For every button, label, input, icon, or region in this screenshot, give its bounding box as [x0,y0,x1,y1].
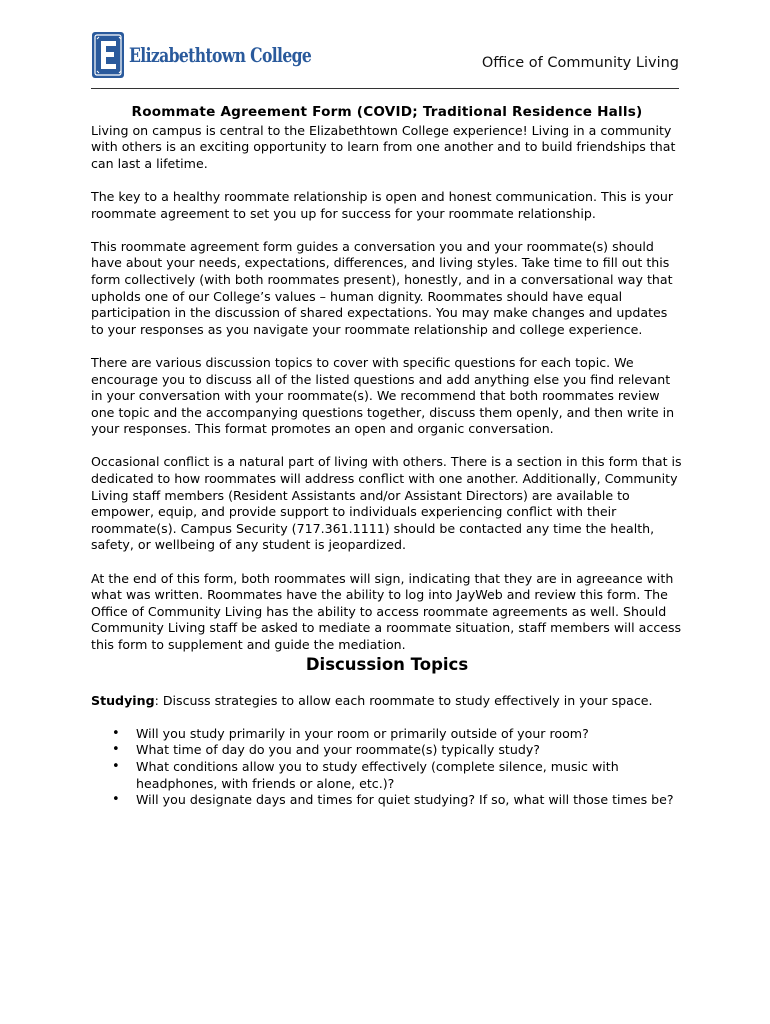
list-item: • What conditions allow you to study effectively (complete silence, music with headphones, with friends or alone, etc.)? [136,759,683,792]
topic-name: Studying [91,692,155,708]
document-body [91,104,683,809]
question-list [91,726,683,809]
intro-paragraph: Living on campus is central to the Elizabethtown College experience! Living in a community with others is an exciting opportunity to learn from one another and to build friendships that can last a lifetime. [91,122,676,171]
communication-paragraph: The key to a healthy roommate relationship is open and honest communication. This is your roommate agreement to set you up for success for your roommate relationship. [91,188,674,221]
purpose-paragraph: This roommate agreement form guides a conversation you and your roommate(s) should have about your needs, expectations, differences, and living styles. Take time to fill out this form collectively (with both roommates present), honestly, and in a conversational way that upholds one of our College’s values – human dignity. Roommates should have equal participation in the discussion of shared expectations. You may make changes and updates to your responses as you navigate your roommate relationship and college experience. [91,238,673,337]
list-item: • Will you study primarily in your room or primarily outside of your room? [136,726,683,743]
form-title: Roommate Agreement Form (COVID; Traditional Residence Halls) [131,104,643,120]
signing-paragraph: At the end of this form, both roommates will sign, indicating that they are in agreeance with what was written. Roommates have the ability to log into JayWeb and review this form. The Office of Community Living has the ability to access roommate agreements as well. Should Community Living staff be asked to mediate a roommate situation, staff members will access this form to supplement and guide the mediation. [91,570,682,652]
section-title: Discussion Topics [305,654,469,674]
topics-paragraph: There are various discussion topics to cover with specific questions for each topic. We encourage you to discuss all of the listed questions and add anything else you find relevant in your conversation with your roommate(s). We recommend that both roommates review one topic and the accompanying questions together, discuss them openly, and then write in your responses. This format promotes an open and organic conversation. [91,354,675,437]
list-item: • What time of day do you and your roommate(s) typically study? [136,742,683,759]
topic-description: : Discuss strategies to allow each roommate to study effectively in your space. [154,692,653,708]
header-divider [91,88,679,89]
conflict-paragraph: Occasional conflict is a natural part of living with others. There is a section in this form that is dedicated to how roommates will address conflict with one another. Additionally, Community Living staff members (Resident Assistants and/or Assistant Directors) are available to empower, equip, and provide support to individuals experiencing conflict with their roommate(s). Campus Security (717.361.1111) should be contacted any time the health, safety, or wellbeing of any student is jeopardized. [91,454,682,553]
topic-studying [91,693,683,710]
college-seal-icon [91,31,125,79]
logo-wordmark: Elizabethtown College [129,43,312,67]
college-logo [91,30,363,80]
office-name: Office of Community Living [481,55,679,71]
list-item: • Will you designate days and times for quiet studying? If so, what will those times be? [136,792,683,809]
